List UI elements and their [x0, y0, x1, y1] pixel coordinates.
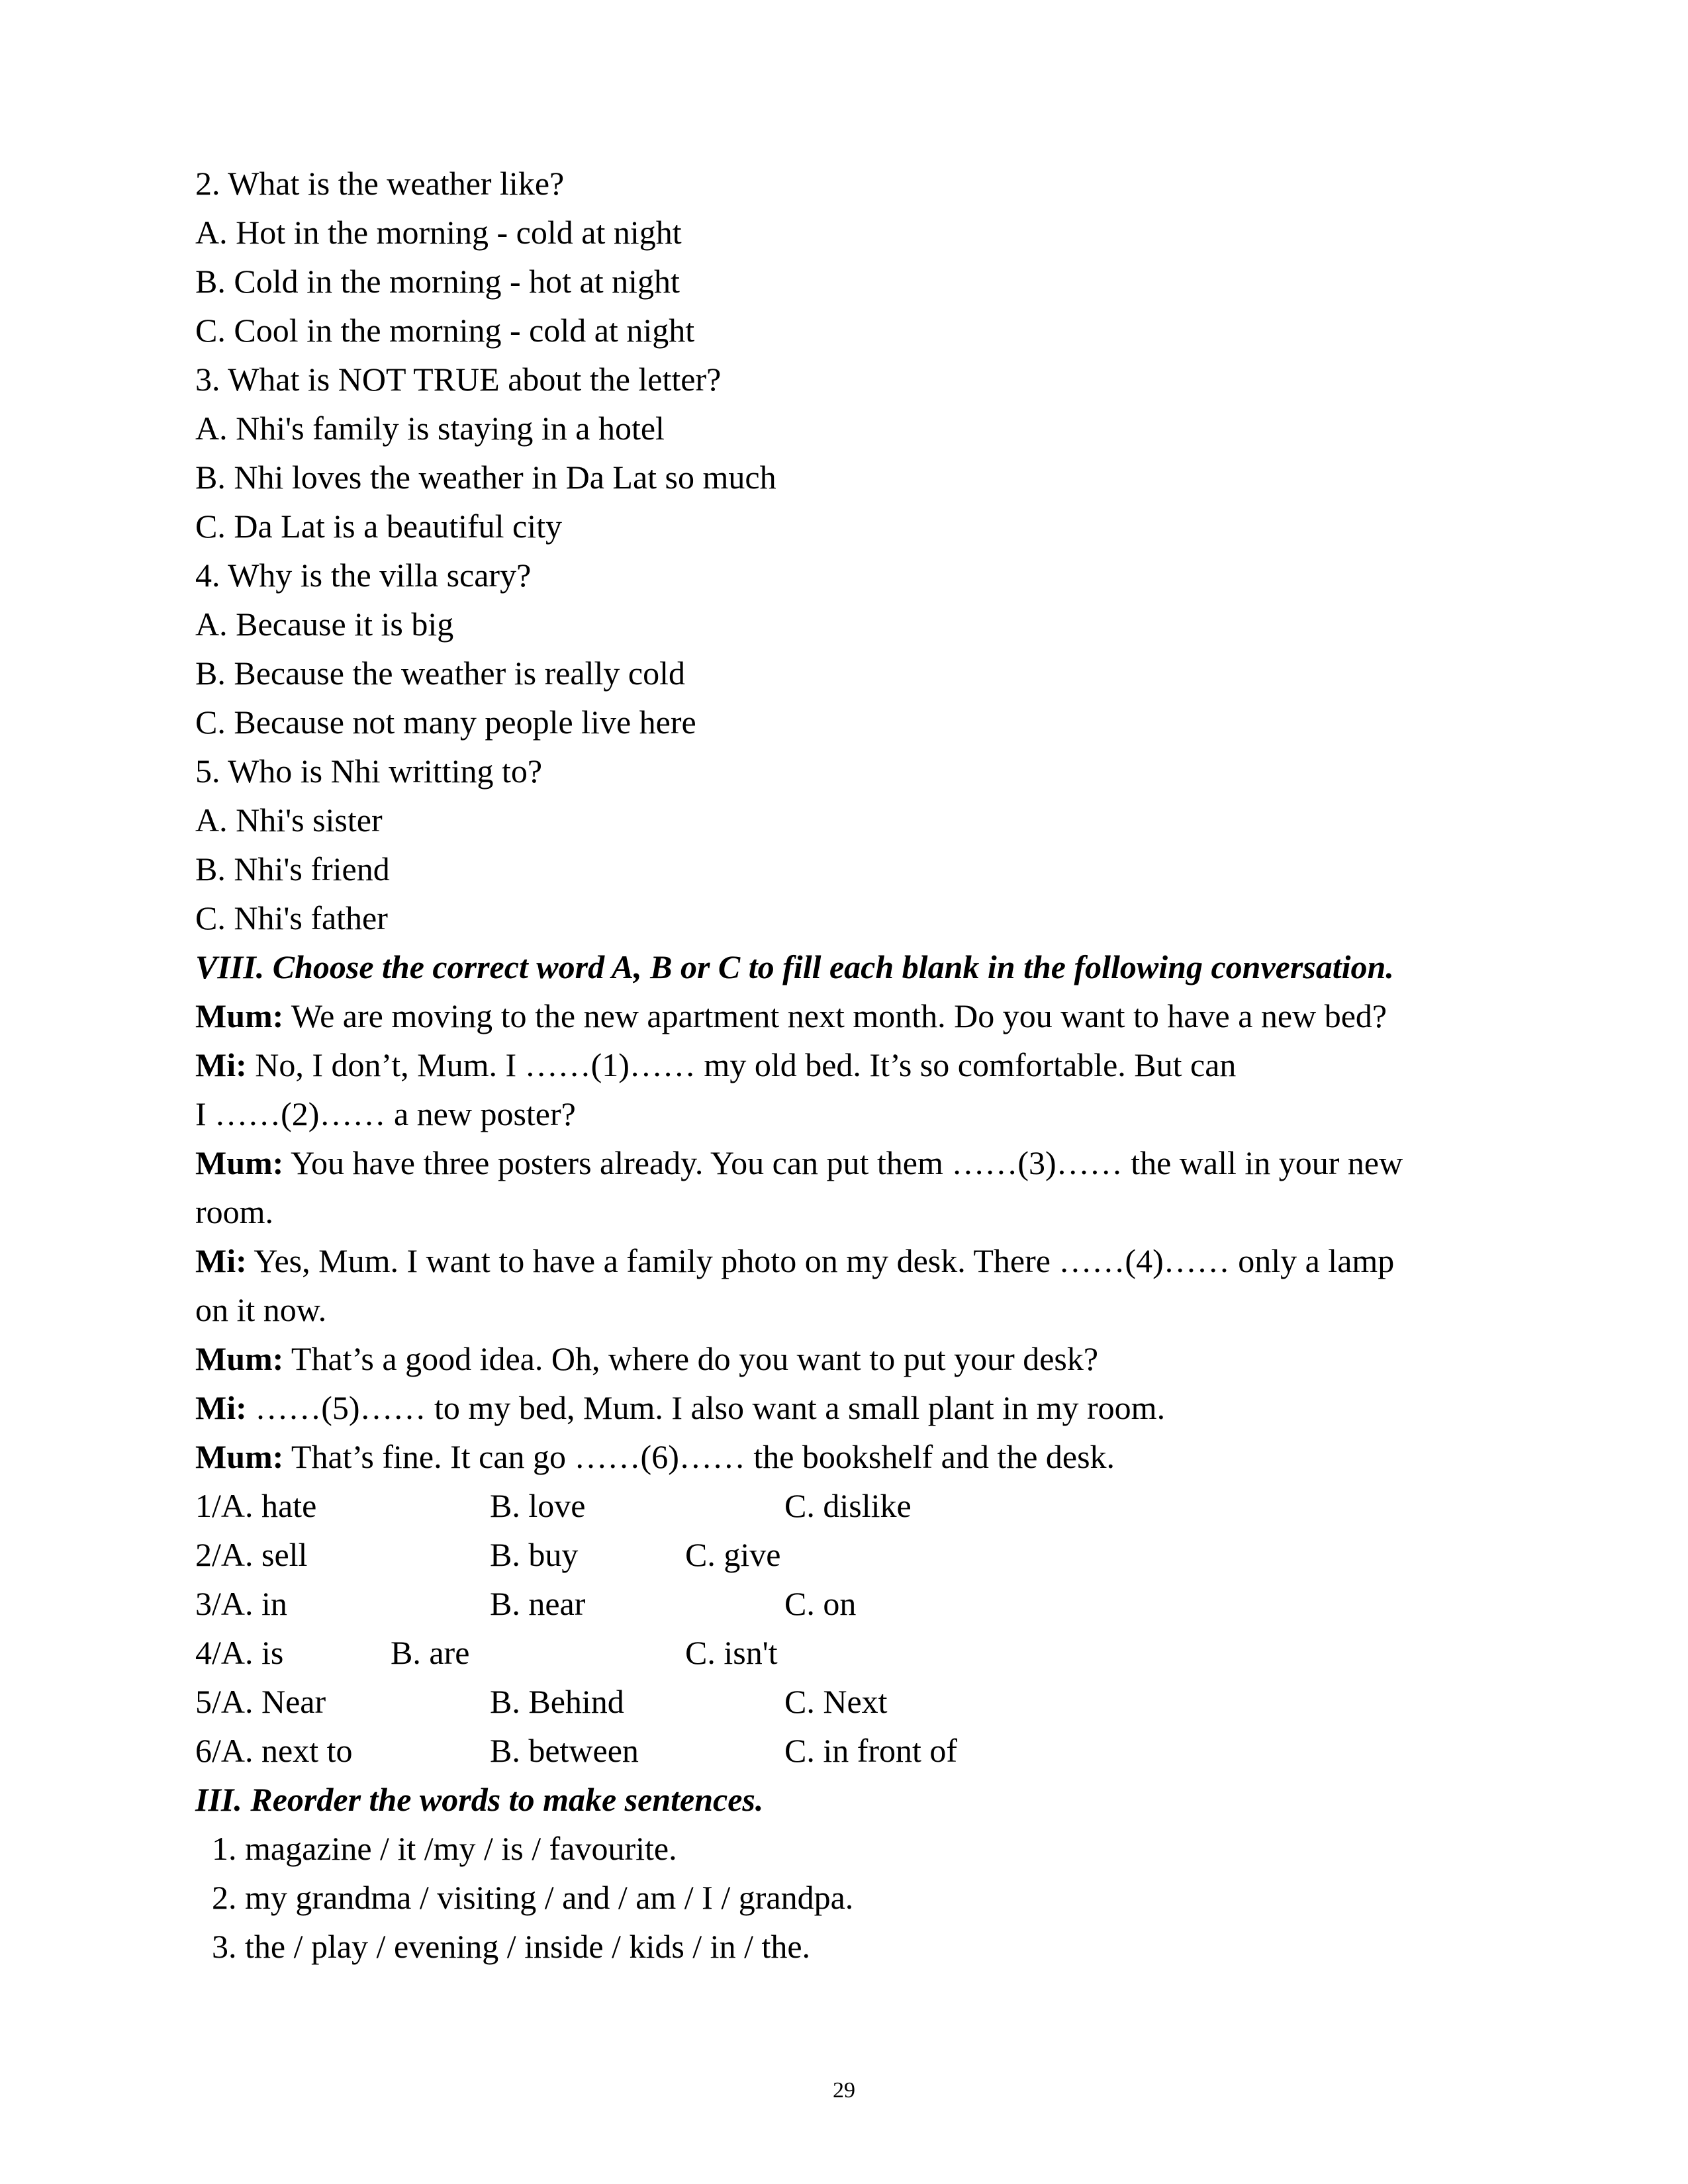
speaker: Mum: — [195, 1144, 284, 1181]
answer-4-b: B. are — [391, 1634, 470, 1671]
answer-6-a: 6/A. next to — [195, 1732, 353, 1769]
answer-2-b: B. buy — [490, 1536, 579, 1573]
question-4-option-c: C. Because not many people live here — [195, 704, 696, 741]
answer-6-b: B. between — [490, 1732, 639, 1769]
utterance: You have three posters already. You can put them ……(3)…… the wall in your new — [283, 1144, 1403, 1181]
answer-1-c: C. dislike — [784, 1487, 912, 1524]
dialogue-line — [195, 1048, 1236, 1081]
question-2-option-a: A. Hot in the morning - cold at night — [195, 214, 682, 251]
reorder-item-3: 3. the / play / evening / inside / kids / in / the. — [212, 1928, 811, 1965]
dialogue-line — [195, 1195, 273, 1228]
dialogue-line — [195, 1342, 1098, 1375]
dialogue-line — [195, 1146, 1403, 1179]
answer-6-c: C. in front of — [784, 1732, 958, 1769]
reorder-item-2: 2. my grandma / visiting / and / am / I / grandpa. — [212, 1879, 854, 1916]
dialogue-line — [195, 1293, 326, 1326]
answer-3-a: 3/A. in — [195, 1585, 287, 1622]
question-2-option-c: C. Cool in the morning - cold at night — [195, 312, 695, 349]
question-4-option-a: A. Because it is big — [195, 606, 454, 643]
utterance: ……(5)…… to my bed, Mum. I also want a small plant in my room. — [246, 1389, 1166, 1426]
question-3-option-a: A. Nhi's family is staying in a hotel — [195, 410, 665, 447]
question-5-option-b: B. Nhi's friend — [195, 850, 390, 887]
speaker: Mi: — [195, 1242, 247, 1279]
answer-1-b: B. love — [490, 1487, 586, 1524]
utterance: on it now. — [195, 1291, 327, 1328]
utterance: room. — [195, 1193, 274, 1230]
utterance: No, I don’t, Mum. I ……(1)…… my old bed. It’s so comfortable. But can — [246, 1046, 1237, 1083]
question-4: 4. Why is the villa scary? — [195, 557, 532, 594]
dialogue-line — [195, 1440, 1115, 1473]
section-8-heading: VIII. Choose the correct word A, B or C to fill each blank in the following conversation. — [195, 948, 1394, 985]
question-4-option-b: B. Because the weather is really cold — [195, 655, 685, 692]
question-2: 2. What is the weather like? — [195, 165, 565, 202]
dialogue-line — [195, 1244, 1394, 1277]
speaker: Mum: — [195, 1340, 284, 1377]
utterance: Yes, Mum. I want to have a family photo on my desk. There ……(4)…… only a lamp — [246, 1242, 1395, 1279]
answer-1-a: 1/A. hate — [195, 1487, 317, 1524]
question-5: 5. Who is Nhi writting to? — [195, 752, 543, 790]
utterance: That’s a good idea. Oh, where do you want to put your desk? — [283, 1340, 1099, 1377]
question-5-option-a: A. Nhi's sister — [195, 801, 383, 839]
answer-5-a: 5/A. Near — [195, 1683, 326, 1720]
answer-2-c: C. give — [685, 1536, 781, 1573]
utterance: We are moving to the new apartment next month. Do you want to have a new bed? — [283, 997, 1387, 1034]
answer-2-a: 2/A. sell — [195, 1536, 308, 1573]
utterance: That’s fine. It can go ……(6)…… the bookshelf and the desk. — [283, 1438, 1115, 1475]
speaker: Mi: — [195, 1046, 247, 1083]
speaker: Mi: — [195, 1389, 247, 1426]
dialogue-line — [195, 1391, 1165, 1424]
utterance: I ……(2)…… a new poster? — [195, 1095, 576, 1132]
answer-4-a: 4/A. is — [195, 1634, 284, 1671]
section-3-heading: III. Reorder the words to make sentences. — [195, 1781, 764, 1818]
question-2-option-b: B. Cold in the morning - hot at night — [195, 263, 680, 300]
question-3: 3. What is NOT TRUE about the letter? — [195, 361, 722, 398]
speaker: Mum: — [195, 997, 284, 1034]
answer-5-b: B. Behind — [490, 1683, 624, 1720]
page-number: 29 — [833, 2078, 855, 2103]
answer-5-c: C. Next — [784, 1683, 888, 1720]
speaker: Mum: — [195, 1438, 284, 1475]
question-3-option-c: C. Da Lat is a beautiful city — [195, 508, 563, 545]
question-5-option-c: C. Nhi's father — [195, 899, 388, 936]
question-3-option-b: B. Nhi loves the weather in Da Lat so much — [195, 459, 776, 496]
answer-4-c: C. isn't — [685, 1634, 778, 1671]
answer-3-b: B. near — [490, 1585, 586, 1622]
dialogue-line — [195, 1097, 576, 1130]
dialogue-line — [195, 999, 1387, 1032]
answer-3-c: C. on — [784, 1585, 857, 1622]
reorder-item-1: 1. magazine / it /my / is / favourite. — [212, 1830, 677, 1867]
